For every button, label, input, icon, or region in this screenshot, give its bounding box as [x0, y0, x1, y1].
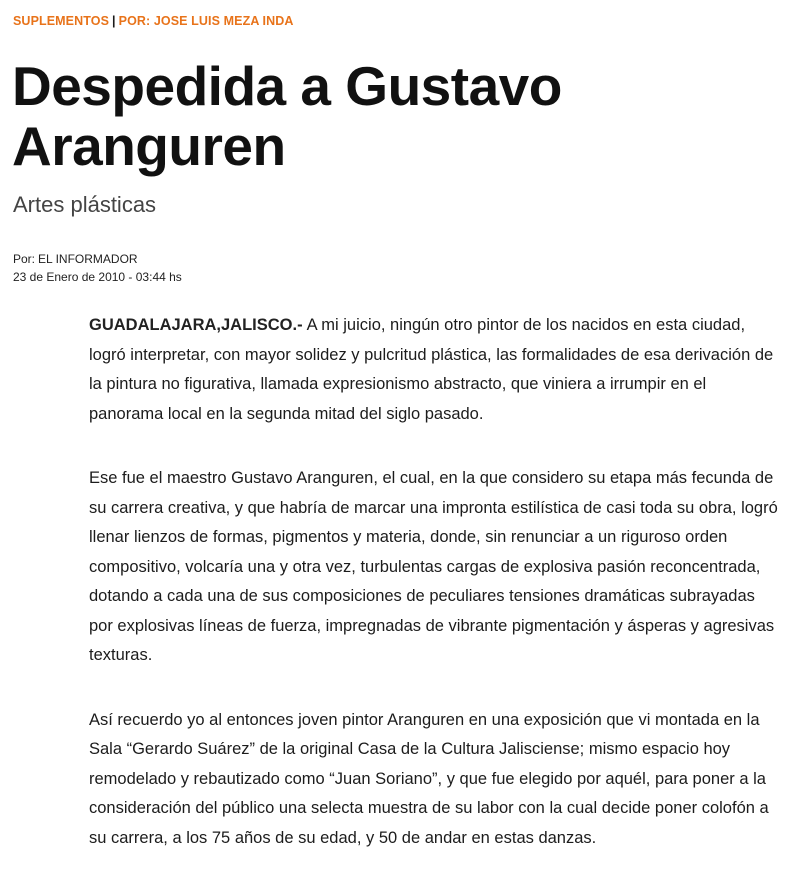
publish-date: 23 de Enero de 2010 - 03:44 hs — [13, 270, 182, 284]
byline-source: EL INFORMADOR — [38, 252, 138, 266]
article-title: Despedida a Gustavo Aranguren — [12, 55, 562, 177]
paragraph-text: A mi juicio, ningún otro pintor de los nacidos en esta ciudad, logró interpretar, con mayor solidez y pulcritud plástica, las formalidades de esa derivación de la pintura no figurativa, llamada expresionismo abstracto, que viniera a irrumpir en el panorama local en la segunda mitad del siglo pasado. — [89, 316, 774, 423]
byline-author — [13, 250, 182, 268]
kicker-separator: | — [112, 14, 116, 28]
section-link[interactable]: SUPLEMENTOS — [13, 14, 110, 28]
byline-prefix: Por: — [13, 252, 36, 266]
paragraph — [89, 311, 779, 429]
paragraph: Ese fue el maestro Gustavo Aranguren, el cual, en la que considero su etapa más fecunda de su carrera creativa, y que habría de marcar una impronta estilística de casi toda su obra, logró llenar lienzos de formas, pigmentos y materia, donde, sin renunciar a un riguroso orden compositivo, volcaría una y otra vez, turbulentas cargas de explosiva pasión reconcentrada, dotando a cada una de sus composiciones de peculiares tensiones dramáticas subrayadas por explosivas líneas de fuerza, impregnadas de vibrante pigmentación y ásperas y agresivas texturas. — [89, 469, 778, 664]
dateline: GUADALAJARA,JALISCO.- — [89, 316, 303, 334]
author-link[interactable]: POR: JOSE LUIS MEZA INDA — [118, 14, 294, 28]
byline — [13, 250, 182, 286]
article-subtitle: Artes plásticas — [13, 192, 157, 217]
paragraph: Así recuerdo yo al entonces joven pintor Aranguren en una exposición que vi montada en la Sala “Gerardo Suárez” de la original Casa de la Cultura Jalisciense; mismo espacio hoy remodelado y rebautizado como “Juan Soriano”, y que fue elegido por aquél, para poner a la consideración del público una selecta muestra de su labor con la cual decide poner colofón a su carrera, a los 75 años de su edad, y 50 de andar en estas danzas. — [89, 710, 769, 847]
article-kicker — [13, 14, 294, 28]
article-body — [89, 311, 779, 880]
